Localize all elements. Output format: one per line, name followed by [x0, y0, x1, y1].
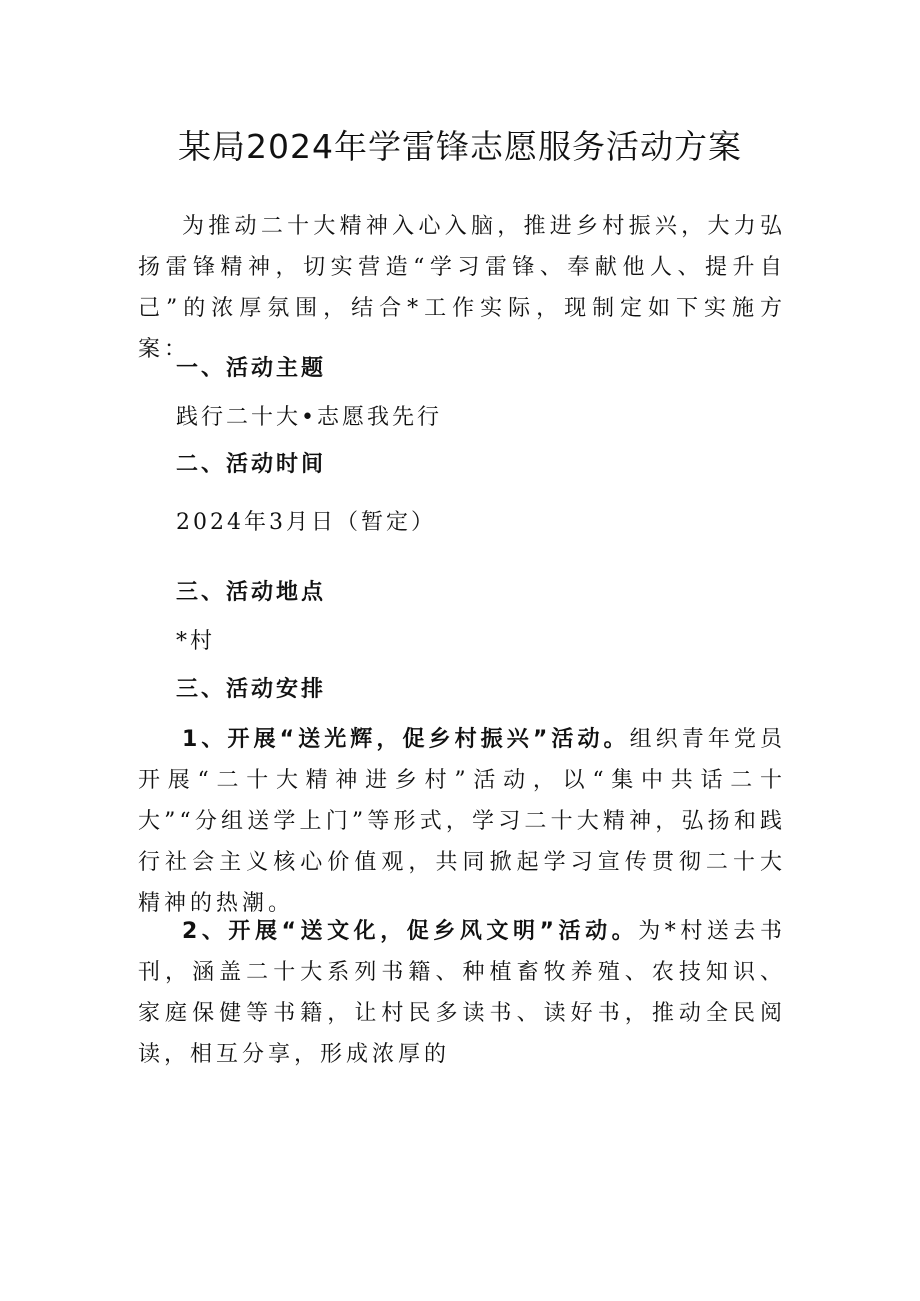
arrangement-item-2 [138, 911, 786, 1075]
document-title: 某局2024年学雷锋志愿服务活动方案 [178, 127, 742, 166]
arrangement-item-1 [138, 719, 786, 924]
place-text: *村 [176, 629, 216, 654]
time-heading: 二、活动时间 [176, 452, 327, 477]
arrangement-item-2-lead: 2、开展“送文化，促乡风文明”活动。 [182, 919, 639, 944]
arrangement-item-1-body: 组织青年党员开展“二十大精神进乡村”活动，以“集中共话二十大”“分组送学上门”等形式，学习二十大精神，弘扬和践行社会主义核心价值观，共同掀起学习宣传贯彻二十大精神的热潮。 [138, 727, 786, 916]
place-heading: 三、活动地点 [176, 580, 327, 605]
time-text: 2024年3月日（暂定） [176, 510, 436, 535]
arrangement-item-2-body: 为*村送去书刊，涵盖二十大系列书籍、种植畜牧养殖、农技知识、家庭保健等书籍，让村民多读书、读好书，推动全民阅读，相互分享，形成浓厚的 [138, 919, 786, 1067]
intro-paragraph: 为推动二十大精神入心入脑，推进乡村振兴，大力弘扬雷锋精神，切实营造“学习雷锋、奉献他人、提升自己”的浓厚氛围，结合*工作实际，现制定如下实施方案： [138, 214, 786, 362]
arrangement-item-1-lead: 1、开展“送光辉，促乡村振兴”活动。 [182, 727, 630, 752]
theme-heading: 一、活动主题 [176, 356, 327, 381]
arrangement-heading: 三、活动安排 [176, 677, 327, 702]
theme-text: 践行二十大•志愿我先行 [176, 405, 442, 430]
